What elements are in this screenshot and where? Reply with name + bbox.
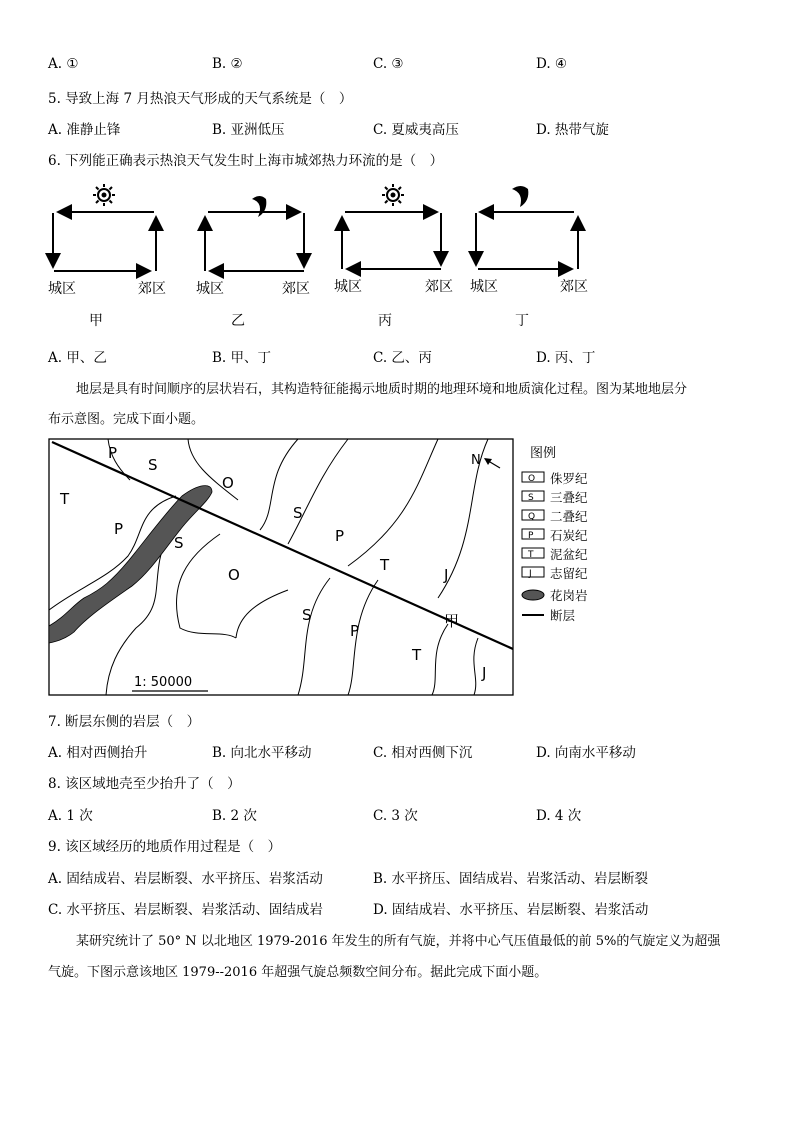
sun-icon — [93, 184, 115, 206]
legend-name: 侏罗纪 — [550, 471, 588, 486]
ding-name: 丁 — [515, 313, 529, 329]
q7-option-a[interactable]: A. 相对西侧抬升 — [48, 745, 148, 761]
q8-option-b[interactable]: B. 2 次 — [212, 808, 257, 824]
stratum-label: O — [222, 474, 234, 492]
q5-stem: 5. 导致上海 7 月热浪天气形成的天气系统是（ ） — [48, 91, 353, 107]
legend-fault: 断层 — [550, 608, 576, 623]
bing-right-label: 郊区 — [425, 279, 453, 295]
q7-option-b[interactable]: B. 向北水平移动 — [212, 745, 312, 761]
q9-stem: 9. 该区域经历的地质作用过程是（ ） — [48, 839, 282, 855]
stratum-label: J — [482, 664, 487, 682]
diagram-ding — [476, 186, 578, 269]
q9-option-d[interactable]: D. 固结成岩、水平挤压、岩层断裂、岩浆活动 — [373, 902, 649, 918]
granite-legend-icon — [522, 590, 544, 600]
q6-option-a[interactable]: A. 甲、乙 — [48, 350, 107, 366]
legend-code: O — [528, 474, 536, 484]
stratum-label: S — [148, 456, 158, 474]
yi-left-label: 城区 — [196, 281, 224, 297]
fault-label: 甲 — [444, 612, 460, 630]
stratum-label: S — [293, 504, 303, 522]
q7-stem: 7. 断层东侧的岩层（ ） — [48, 714, 201, 730]
sun-icon — [382, 184, 404, 206]
legend-name: 志留纪 — [550, 566, 588, 581]
q5-option-c[interactable]: C. 夏威夷高压 — [373, 122, 459, 138]
legend-granite: 花岗岩 — [550, 588, 588, 603]
legend-title: 图例 — [530, 446, 557, 461]
jia-name: 甲 — [89, 313, 103, 329]
moon-icon — [512, 186, 528, 207]
legend-code: P — [528, 531, 534, 541]
legend-code: T — [528, 550, 534, 560]
strata-map — [48, 438, 600, 700]
stratum-label: T — [412, 646, 422, 664]
stratum-label: O — [228, 566, 240, 584]
moon-icon — [252, 196, 266, 217]
q9-option-a[interactable]: A. 固结成岩、岩层断裂、水平挤压、岩浆活动 — [48, 871, 323, 887]
ding-right-label: 郊区 — [560, 279, 588, 295]
q7-option-d[interactable]: D. 向南水平移动 — [536, 745, 636, 761]
passage2-line1: 某研究统计了 50° N 以北地区 1979-2016 年发生的所有气旋，并将中心气压值最低的前 5%的气旋定义为超强 — [76, 934, 721, 949]
stratum-label: P — [114, 520, 124, 538]
north-label: N — [471, 453, 481, 468]
stratum-label: P — [108, 444, 118, 462]
q8-stem: 8. 该区域地壳至少抬升了（ ） — [48, 776, 241, 792]
legend-code: Q — [528, 512, 536, 522]
passage1-line1: 地层是具有时间顺序的层状岩石，其构造特征能揭示地质时期的地理环境和地质演化过程。图为某地地层分 — [76, 382, 688, 397]
yi-name: 乙 — [231, 313, 245, 329]
legend-name: 泥盆纪 — [550, 547, 588, 562]
jia-left-label: 城区 — [48, 281, 76, 297]
q6-option-c[interactable]: C. 乙、丙 — [373, 350, 432, 366]
legend-name: 石炭纪 — [550, 528, 588, 543]
q9-option-c[interactable]: C. 水平挤压、岩层断裂、岩浆活动、固结成岩 — [48, 902, 323, 918]
q5-option-b[interactable]: B. 亚洲低压 — [212, 122, 285, 138]
passage2-line2: 气旋。下图示意该地区 1979--2016 年超强气旋总频数空间分布。据此完成下面小题。 — [48, 965, 548, 980]
legend-name: 二叠纪 — [550, 509, 588, 524]
q8-option-d[interactable]: D. 4 次 — [536, 808, 582, 824]
stratum-label: J — [444, 566, 449, 584]
legend-name: 三叠纪 — [550, 490, 588, 505]
q9-option-b[interactable]: B. 水平挤压、固结成岩、岩浆活动、岩层断裂 — [373, 871, 649, 887]
q8-option-c[interactable]: C. 3 次 — [373, 808, 418, 824]
q8-option-a[interactable]: A. 1 次 — [48, 808, 93, 824]
legend-code: J — [529, 569, 532, 579]
q5-option-d[interactable]: D. 热带气旋 — [536, 122, 609, 138]
q4-option-b[interactable]: B. ② — [212, 56, 243, 72]
diagram-jia — [53, 184, 156, 271]
diagram-bing — [342, 184, 441, 269]
scale-label: 1: 50000 — [134, 675, 193, 690]
q7-option-c[interactable]: C. 相对西侧下沉 — [373, 745, 473, 761]
bing-left-label: 城区 — [334, 279, 362, 295]
stratum-label: T — [380, 556, 390, 574]
circulation-diagrams — [0, 175, 794, 340]
bing-name: 丙 — [378, 313, 392, 329]
legend-code: S — [528, 493, 534, 503]
q6-stem: 6. 下列能正确表示热浪天气发生时上海市城郊热力环流的是（ ） — [48, 153, 444, 169]
stratum-label: S — [174, 534, 184, 552]
q6-option-d[interactable]: D. 丙、丁 — [536, 350, 596, 366]
stratum-label: P — [350, 622, 360, 640]
yi-right-label: 郊区 — [282, 281, 310, 297]
diagram-yi — [205, 196, 304, 271]
stratum-label: T — [60, 490, 70, 508]
jia-right-label: 郊区 — [138, 281, 166, 297]
ding-left-label: 城区 — [470, 279, 498, 295]
stratum-label: S — [302, 606, 312, 624]
q6-option-b[interactable]: B. 甲、丁 — [212, 350, 272, 366]
stratum-label: P — [335, 527, 345, 545]
q4-option-a[interactable]: A. ① — [48, 56, 79, 72]
q5-option-a[interactable]: A. 准静止锋 — [48, 122, 121, 138]
passage1-line2: 布示意图。完成下面小题。 — [48, 412, 205, 427]
q4-option-c[interactable]: C. ③ — [373, 56, 404, 72]
q4-option-d[interactable]: D. ④ — [536, 56, 568, 72]
